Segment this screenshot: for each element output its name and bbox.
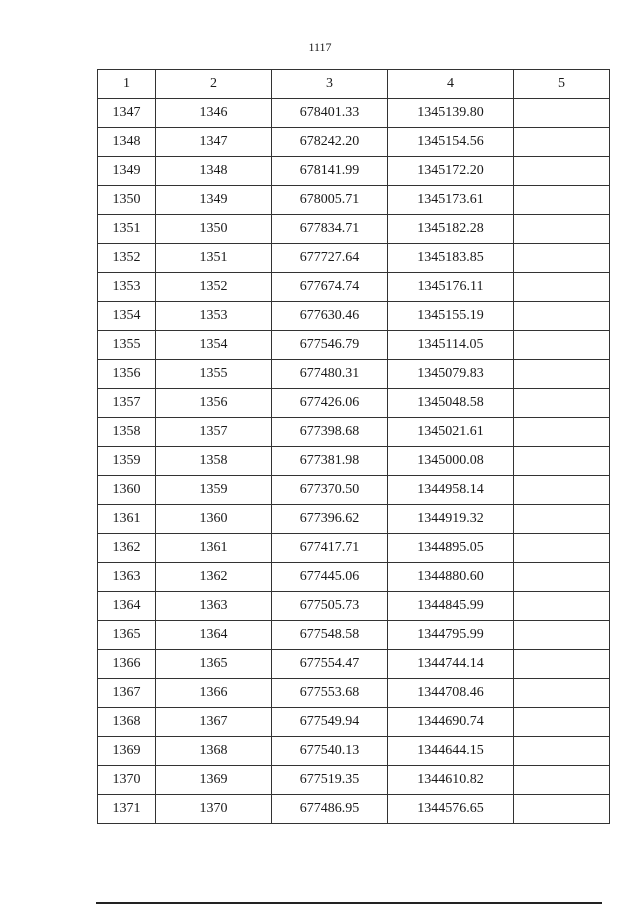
table-cell: 1345021.61 — [388, 418, 514, 447]
table-cell: 1345155.19 — [388, 302, 514, 331]
table-cell — [514, 650, 610, 679]
table-cell — [514, 708, 610, 737]
table-cell: 677480.31 — [272, 360, 388, 389]
table-cell: 1345182.28 — [388, 215, 514, 244]
table-header — [98, 70, 610, 99]
table-row — [98, 186, 610, 215]
table-cell: 1361 — [156, 534, 272, 563]
table-cell: 1344880.60 — [388, 563, 514, 592]
table-cell: 678141.99 — [272, 157, 388, 186]
table-cell: 677417.71 — [272, 534, 388, 563]
table-cell: 1344644.15 — [388, 737, 514, 766]
table-cell — [514, 273, 610, 302]
table-cell: 677519.35 — [272, 766, 388, 795]
table-cell — [514, 389, 610, 418]
table-row — [98, 795, 610, 824]
column-header: 4 — [388, 70, 514, 99]
table-cell: 1347 — [98, 99, 156, 128]
table-cell: 1369 — [98, 737, 156, 766]
table-cell: 1362 — [98, 534, 156, 563]
table-row — [98, 505, 610, 534]
table-cell: 1371 — [98, 795, 156, 824]
table-cell: 1366 — [98, 650, 156, 679]
table-row — [98, 708, 610, 737]
table-row — [98, 244, 610, 273]
table-cell: 1370 — [156, 795, 272, 824]
table-cell: 1345139.80 — [388, 99, 514, 128]
table-cell: 1347 — [156, 128, 272, 157]
table-cell: 1358 — [156, 447, 272, 476]
table-cell: 677396.62 — [272, 505, 388, 534]
table-cell: 1368 — [156, 737, 272, 766]
table-cell: 1350 — [156, 215, 272, 244]
table-cell: 1354 — [98, 302, 156, 331]
table-cell — [514, 621, 610, 650]
column-header: 2 — [156, 70, 272, 99]
table-cell — [514, 99, 610, 128]
footer-rule — [96, 902, 602, 904]
table-row — [98, 650, 610, 679]
table-cell: 1355 — [156, 360, 272, 389]
table-cell: 677540.13 — [272, 737, 388, 766]
table-cell: 677381.98 — [272, 447, 388, 476]
table-cell: 677546.79 — [272, 331, 388, 360]
table-cell: 677370.50 — [272, 476, 388, 505]
table-cell: 678242.20 — [272, 128, 388, 157]
table-row — [98, 360, 610, 389]
table-cell — [514, 476, 610, 505]
table-cell — [514, 128, 610, 157]
table-cell: 677834.71 — [272, 215, 388, 244]
table-cell: 1357 — [156, 418, 272, 447]
table-cell: 1355 — [98, 331, 156, 360]
table-row — [98, 447, 610, 476]
table-cell: 677445.06 — [272, 563, 388, 592]
table-row — [98, 157, 610, 186]
table-cell: 1349 — [156, 186, 272, 215]
table-cell: 1344744.14 — [388, 650, 514, 679]
table-cell: 1364 — [156, 621, 272, 650]
table-row — [98, 215, 610, 244]
table-row — [98, 592, 610, 621]
table-cell: 1344708.46 — [388, 679, 514, 708]
table-cell: 677549.94 — [272, 708, 388, 737]
table-cell: 1351 — [98, 215, 156, 244]
table-row — [98, 534, 610, 563]
table-cell — [514, 157, 610, 186]
table-cell: 1348 — [98, 128, 156, 157]
table-cell: 677505.73 — [272, 592, 388, 621]
table-cell: 1344576.65 — [388, 795, 514, 824]
page-number: 1117 — [308, 40, 332, 54]
table-cell — [514, 186, 610, 215]
table-cell: 1363 — [156, 592, 272, 621]
table-cell: 1345114.05 — [388, 331, 514, 360]
table-cell: 1344919.32 — [388, 505, 514, 534]
table-cell: 1356 — [156, 389, 272, 418]
table-cell: 1353 — [156, 302, 272, 331]
table-cell: 1344795.99 — [388, 621, 514, 650]
table-row — [98, 621, 610, 650]
table-cell: 1359 — [98, 447, 156, 476]
table-cell: 1369 — [156, 766, 272, 795]
table-cell — [514, 563, 610, 592]
table-cell: 1344895.05 — [388, 534, 514, 563]
table-row — [98, 766, 610, 795]
table-row — [98, 389, 610, 418]
table-cell: 677553.68 — [272, 679, 388, 708]
table-cell: 1367 — [98, 679, 156, 708]
coordinates-table — [97, 69, 610, 824]
table-cell: 677426.06 — [272, 389, 388, 418]
table-cell — [514, 534, 610, 563]
table-cell: 1345173.61 — [388, 186, 514, 215]
table-cell: 1362 — [156, 563, 272, 592]
table-cell — [514, 418, 610, 447]
table-cell — [514, 505, 610, 534]
table-cell: 677727.64 — [272, 244, 388, 273]
table-cell: 1366 — [156, 679, 272, 708]
table-cell: 1356 — [98, 360, 156, 389]
table-cell: 1349 — [98, 157, 156, 186]
table-cell: 1352 — [156, 273, 272, 302]
table-cell: 1344610.82 — [388, 766, 514, 795]
table-cell: 1345048.58 — [388, 389, 514, 418]
table-cell: 1344845.99 — [388, 592, 514, 621]
header-row — [98, 70, 610, 99]
table-cell: 1354 — [156, 331, 272, 360]
table-cell: 1351 — [156, 244, 272, 273]
table-cell — [514, 766, 610, 795]
table-cell — [514, 215, 610, 244]
table-cell: 1368 — [98, 708, 156, 737]
table-cell: 1359 — [156, 476, 272, 505]
table-cell: 1357 — [98, 389, 156, 418]
table-cell: 677548.58 — [272, 621, 388, 650]
table-row — [98, 476, 610, 505]
table-cell: 1345154.56 — [388, 128, 514, 157]
table-row — [98, 302, 610, 331]
table-cell: 1360 — [98, 476, 156, 505]
table-cell: 1358 — [98, 418, 156, 447]
table-cell: 1365 — [98, 621, 156, 650]
table-cell — [514, 795, 610, 824]
table-cell: 1345183.85 — [388, 244, 514, 273]
table-cell — [514, 302, 610, 331]
table-cell: 1360 — [156, 505, 272, 534]
table-row — [98, 331, 610, 360]
table-row — [98, 128, 610, 157]
table-cell: 677630.46 — [272, 302, 388, 331]
table-row — [98, 563, 610, 592]
table-row — [98, 418, 610, 447]
table-cell: 1370 — [98, 766, 156, 795]
table-cell: 1353 — [98, 273, 156, 302]
table-cell: 1352 — [98, 244, 156, 273]
table-row — [98, 737, 610, 766]
table-body — [98, 99, 610, 824]
table-cell — [514, 737, 610, 766]
table-cell: 1350 — [98, 186, 156, 215]
table-cell — [514, 331, 610, 360]
table-cell: 1344958.14 — [388, 476, 514, 505]
table-cell — [514, 360, 610, 389]
table-cell — [514, 592, 610, 621]
table-row — [98, 679, 610, 708]
table-cell: 677554.47 — [272, 650, 388, 679]
table-row — [98, 99, 610, 128]
table-cell: 678401.33 — [272, 99, 388, 128]
column-header: 1 — [98, 70, 156, 99]
table-cell: 1361 — [98, 505, 156, 534]
table-row — [98, 273, 610, 302]
table-cell: 678005.71 — [272, 186, 388, 215]
table-cell: 1348 — [156, 157, 272, 186]
table-cell: 677674.74 — [272, 273, 388, 302]
table-cell: 1344690.74 — [388, 708, 514, 737]
table-cell: 1345000.08 — [388, 447, 514, 476]
column-header: 3 — [272, 70, 388, 99]
table-cell: 677486.95 — [272, 795, 388, 824]
table-cell: 1367 — [156, 708, 272, 737]
table-cell — [514, 447, 610, 476]
table-cell: 1365 — [156, 650, 272, 679]
table-cell: 1364 — [98, 592, 156, 621]
table-cell: 1345079.83 — [388, 360, 514, 389]
table-cell: 1345172.20 — [388, 157, 514, 186]
table-cell: 1363 — [98, 563, 156, 592]
table-cell: 677398.68 — [272, 418, 388, 447]
table-cell — [514, 244, 610, 273]
table-cell — [514, 679, 610, 708]
table-cell: 1345176.11 — [388, 273, 514, 302]
table-cell: 1346 — [156, 99, 272, 128]
column-header: 5 — [514, 70, 610, 99]
